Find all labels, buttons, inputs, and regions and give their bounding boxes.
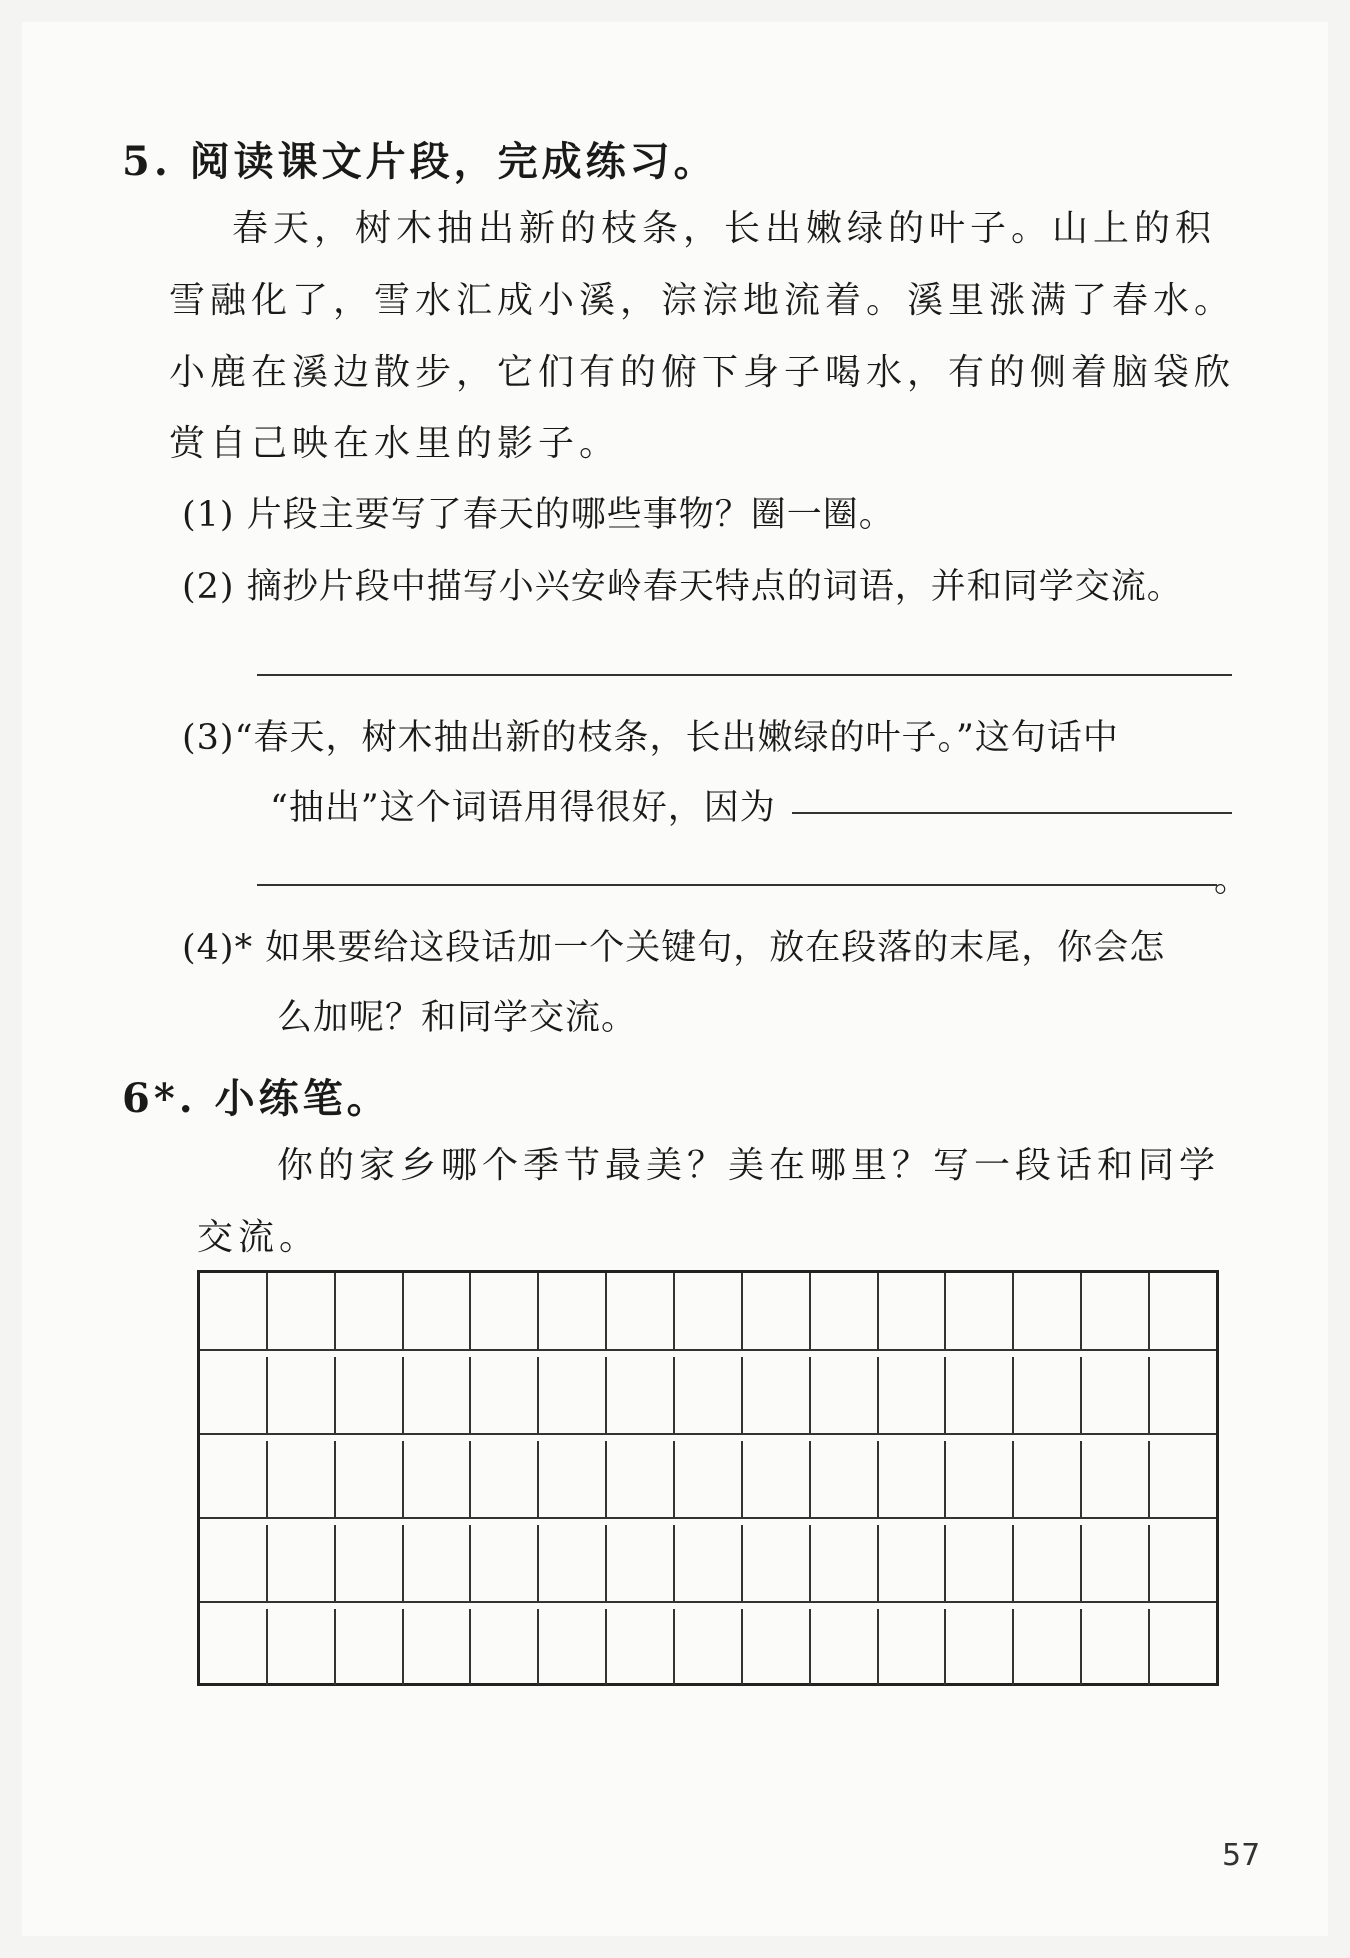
grid-cell[interactable] <box>879 1357 947 1433</box>
grid-cell[interactable] <box>811 1609 879 1685</box>
question-6-heading: 6*. 小练笔。 <box>122 1075 391 1122</box>
grid-gap-line <box>200 1601 1216 1603</box>
grid-cell[interactable] <box>471 1525 539 1601</box>
grid-cell[interactable] <box>1082 1441 1150 1517</box>
grid-cell[interactable] <box>336 1357 404 1433</box>
grid-cell[interactable] <box>607 1273 675 1349</box>
grid-row-5[interactable] <box>200 1609 1216 1685</box>
grid-cell[interactable] <box>1014 1609 1082 1685</box>
passage-line-2: 雪融化了，雪水汇成小溪，淙淙地流着。溪里涨满了春水。 <box>169 280 1236 321</box>
grid-cell[interactable] <box>743 1609 811 1685</box>
grid-cell[interactable] <box>607 1525 675 1601</box>
q6-prompt-line-1: 你的家乡哪个季节最美？美在哪里？写一段话和同学 <box>277 1145 1221 1186</box>
grid-cell[interactable] <box>743 1273 811 1349</box>
grid-cell[interactable] <box>946 1441 1014 1517</box>
grid-cell[interactable] <box>946 1357 1014 1433</box>
grid-cell[interactable] <box>1014 1357 1082 1433</box>
grid-cell[interactable] <box>404 1525 472 1601</box>
grid-cell[interactable] <box>404 1441 472 1517</box>
grid-cell[interactable] <box>268 1273 336 1349</box>
sub-question-3-line-1: (3)“春天，树木抽出新的枝条，长出嫩绿的叶子。”这句话中 <box>182 718 1119 758</box>
grid-cell[interactable] <box>743 1357 811 1433</box>
grid-cell[interactable] <box>471 1441 539 1517</box>
grid-cell[interactable] <box>743 1441 811 1517</box>
grid-row-3[interactable] <box>200 1441 1216 1519</box>
grid-cell[interactable] <box>1150 1273 1216 1349</box>
grid-cell[interactable] <box>268 1609 336 1685</box>
grid-cell[interactable] <box>539 1441 607 1517</box>
answer-line-3a[interactable] <box>792 812 1232 814</box>
grid-cell[interactable] <box>675 1609 743 1685</box>
passage-line-1: 春天，树木抽出新的枝条，长出嫩绿的叶子。山上的积 <box>232 208 1217 249</box>
grid-cell[interactable] <box>336 1273 404 1349</box>
grid-cell[interactable] <box>336 1525 404 1601</box>
page-number: 57 <box>1222 1838 1261 1873</box>
grid-cell[interactable] <box>404 1273 472 1349</box>
sub-question-2: (2) 摘抄片段中描写小兴安岭春天特点的词语，并和同学交流。 <box>182 567 1183 607</box>
writing-grid[interactable] <box>197 1270 1219 1686</box>
sub-question-3-line-2: “抽出”这个词语用得很好，因为 <box>270 788 776 828</box>
grid-cell[interactable] <box>471 1609 539 1685</box>
grid-cell[interactable] <box>1082 1273 1150 1349</box>
grid-cell[interactable] <box>675 1357 743 1433</box>
grid-cell[interactable] <box>404 1357 472 1433</box>
grid-cell[interactable] <box>1150 1357 1216 1433</box>
grid-cell[interactable] <box>336 1609 404 1685</box>
grid-cell[interactable] <box>946 1525 1014 1601</box>
sub-question-4-line-1: (4)* 如果要给这段话加一个关键句，放在段落的末尾，你会怎 <box>182 928 1166 968</box>
grid-cell[interactable] <box>471 1357 539 1433</box>
grid-cell[interactable] <box>811 1441 879 1517</box>
grid-row-2[interactable] <box>200 1357 1216 1435</box>
grid-cell[interactable] <box>404 1609 472 1685</box>
grid-cell[interactable] <box>539 1609 607 1685</box>
grid-cell[interactable] <box>879 1609 947 1685</box>
grid-cell[interactable] <box>675 1441 743 1517</box>
grid-cell[interactable] <box>946 1609 1014 1685</box>
grid-cell[interactable] <box>675 1273 743 1349</box>
grid-cell[interactable] <box>1014 1441 1082 1517</box>
answer-line-2[interactable] <box>257 674 1232 676</box>
grid-cell[interactable] <box>743 1525 811 1601</box>
passage-line-3: 小鹿在溪边散步，它们有的俯下身子喝水，有的侧着脑袋欣 <box>169 352 1236 393</box>
grid-cell[interactable] <box>675 1525 743 1601</box>
grid-cell[interactable] <box>471 1273 539 1349</box>
grid-cell[interactable] <box>879 1525 947 1601</box>
grid-cell[interactable] <box>1150 1609 1216 1685</box>
grid-gap-line <box>200 1349 1216 1351</box>
grid-cell[interactable] <box>539 1357 607 1433</box>
grid-cell[interactable] <box>607 1357 675 1433</box>
grid-gap-line <box>200 1517 1216 1519</box>
question-5-heading: 5. 阅读课文片段，完成练习。 <box>122 138 718 185</box>
grid-cell[interactable] <box>946 1273 1014 1349</box>
grid-row-4[interactable] <box>200 1525 1216 1603</box>
grid-cell[interactable] <box>811 1525 879 1601</box>
grid-cell[interactable] <box>200 1525 268 1601</box>
passage-line-4: 赏自己映在水里的影子。 <box>169 423 621 464</box>
answer-line-3b[interactable] <box>257 884 1217 886</box>
grid-cell[interactable] <box>539 1273 607 1349</box>
grid-cell[interactable] <box>268 1357 336 1433</box>
grid-cell[interactable] <box>268 1441 336 1517</box>
sub-question-1: (1) 片段主要写了春天的哪些事物？圈一圈。 <box>182 495 895 535</box>
grid-cell[interactable] <box>200 1357 268 1433</box>
grid-gap-line <box>200 1433 1216 1435</box>
grid-cell[interactable] <box>1150 1525 1216 1601</box>
grid-cell[interactable] <box>1082 1525 1150 1601</box>
grid-cell[interactable] <box>1014 1525 1082 1601</box>
grid-cell[interactable] <box>1082 1609 1150 1685</box>
grid-cell[interactable] <box>1150 1441 1216 1517</box>
q6-prompt-line-2: 交流。 <box>197 1217 321 1258</box>
grid-cell[interactable] <box>607 1441 675 1517</box>
grid-cell[interactable] <box>200 1273 268 1349</box>
grid-cell[interactable] <box>879 1273 947 1349</box>
grid-cell[interactable] <box>268 1525 336 1601</box>
grid-cell[interactable] <box>811 1273 879 1349</box>
grid-cell[interactable] <box>336 1441 404 1517</box>
grid-cell[interactable] <box>1014 1273 1082 1349</box>
answer-line-3-period: 。 <box>1214 860 1251 900</box>
sub-question-4-line-2: 么加呢？和同学交流。 <box>277 998 638 1038</box>
grid-cell[interactable] <box>539 1525 607 1601</box>
grid-cell[interactable] <box>879 1441 947 1517</box>
grid-cell[interactable] <box>607 1609 675 1685</box>
grid-cell[interactable] <box>200 1441 268 1517</box>
grid-cell[interactable] <box>200 1609 268 1685</box>
grid-row-1[interactable] <box>200 1273 1216 1351</box>
grid-cell[interactable] <box>1082 1357 1150 1433</box>
grid-cell[interactable] <box>811 1357 879 1433</box>
